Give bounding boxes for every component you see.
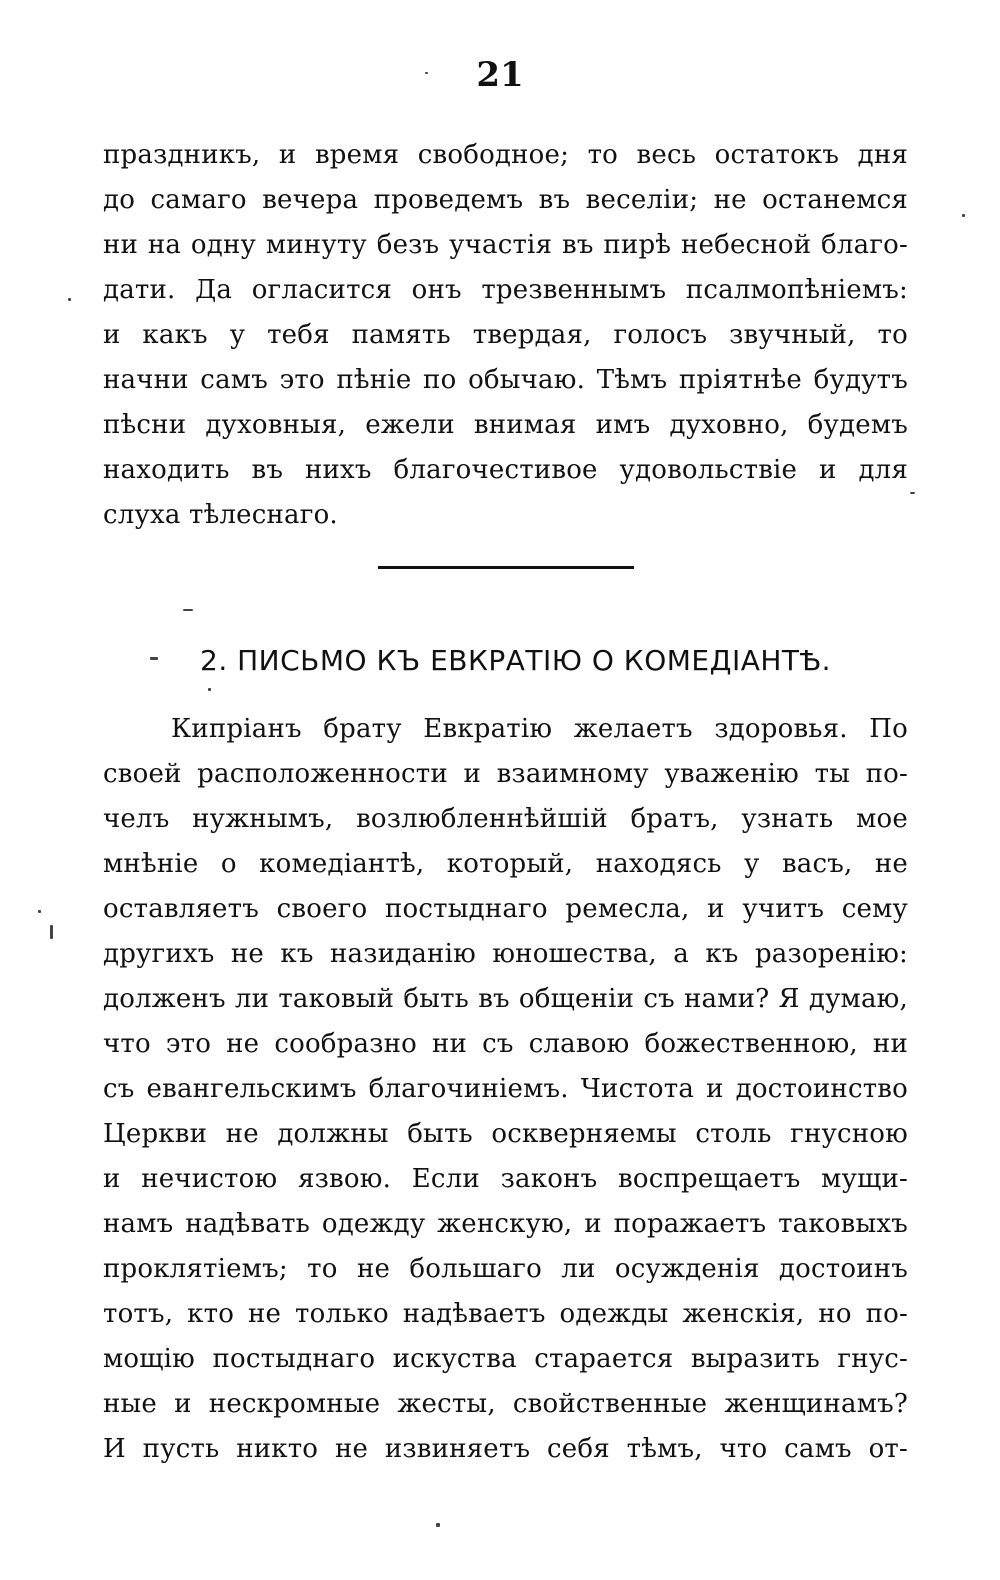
text-line: Кипріанъ брату Евкратію желаетъ здоровья. По xyxy=(171,714,908,744)
text-line: пѣсни духовныя, ежели внимая имъ духовно, будемъ xyxy=(103,410,908,440)
section-heading: 2. ПИСЬМО КЪ ЕВКРАТІЮ О КОМЕДІАНТѢ. xyxy=(200,644,831,677)
scan-speck xyxy=(183,609,193,611)
scan-speck xyxy=(425,72,428,74)
text-line: начни самъ это пѣніе по обычаю. Тѣмъ пріятнѣе будутъ xyxy=(103,365,908,395)
text-line: Церкви не должны быть оскверняемы столь гнусною xyxy=(103,1119,908,1149)
text-line: своей расположенности и взаимному уваженію ты по- xyxy=(103,759,908,789)
scan-speck xyxy=(962,214,965,217)
text-line: что это не сообразно ни съ славою божественною, ни xyxy=(103,1029,908,1059)
scan-speck xyxy=(50,925,53,939)
text-line: мнѣніе о комедіантѣ, который, находясь у васъ, не xyxy=(103,849,908,879)
text-line: съ евангельскимъ благочиніемъ. Чистота и достоинство xyxy=(103,1074,908,1104)
scan-speck xyxy=(68,298,71,301)
page-number: 21 xyxy=(476,55,524,95)
scan-speck xyxy=(910,492,915,494)
text-line: челъ нужнымъ, возлюбленнѣйшій братъ, узнать мое xyxy=(103,804,908,834)
scan-speck xyxy=(436,1523,440,1527)
paragraph-continuation xyxy=(103,133,908,538)
text-line: ные и нескромные жесты, свойственные женщинамъ? xyxy=(103,1389,908,1419)
text-line: и какъ у тебя память твердая, голосъ звучный, то xyxy=(103,320,908,350)
scan-speck xyxy=(38,910,41,913)
text-line: тотъ, кто не только надѣваетъ одежды женскія, но по- xyxy=(103,1299,908,1329)
text-line: мощію постыднаго искуства старается выразить гнус- xyxy=(103,1344,908,1374)
text-line: долженъ ли таковый быть въ общеніи съ нами? Я думаю, xyxy=(103,984,908,1014)
text-line: другихъ не къ назиданію юношества, а къ разоренію: xyxy=(103,939,908,969)
text-line: и нечистою язвою. Если законъ воспрещаетъ мущи- xyxy=(103,1164,908,1194)
text-line: проклятіемъ; то не большаго ли осужденія достоинъ xyxy=(103,1254,908,1284)
text-line: до самаго вечера проведемъ въ веселіи; не останемся xyxy=(103,185,908,215)
scan-speck xyxy=(208,688,211,691)
text-line: ни на одну минуту безъ участія въ пирѣ небесной благо- xyxy=(103,230,908,260)
text-line: находить въ нихъ благочестивое удовольствіе и для xyxy=(103,455,908,485)
text-line: дати. Да огласится онъ трезвеннымъ псалмопѣніемъ: xyxy=(103,275,908,305)
text-line: праздникъ, и время свободное; то весь остатокъ дня xyxy=(103,140,908,170)
text-line: слуха тѣлеснаго. xyxy=(103,500,338,530)
text-line: И пусть никто не извиняетъ себя тѣмъ, что самъ от- xyxy=(103,1434,908,1464)
scan-speck xyxy=(150,657,158,660)
letter-paragraph xyxy=(103,707,908,1472)
text-line: оставляетъ своего постыднаго ремесла, и учитъ сему xyxy=(103,894,908,924)
text-line: намъ надѣвать одежду женскую, и поражаетъ таковыхъ xyxy=(103,1209,908,1239)
section-divider xyxy=(378,566,634,569)
